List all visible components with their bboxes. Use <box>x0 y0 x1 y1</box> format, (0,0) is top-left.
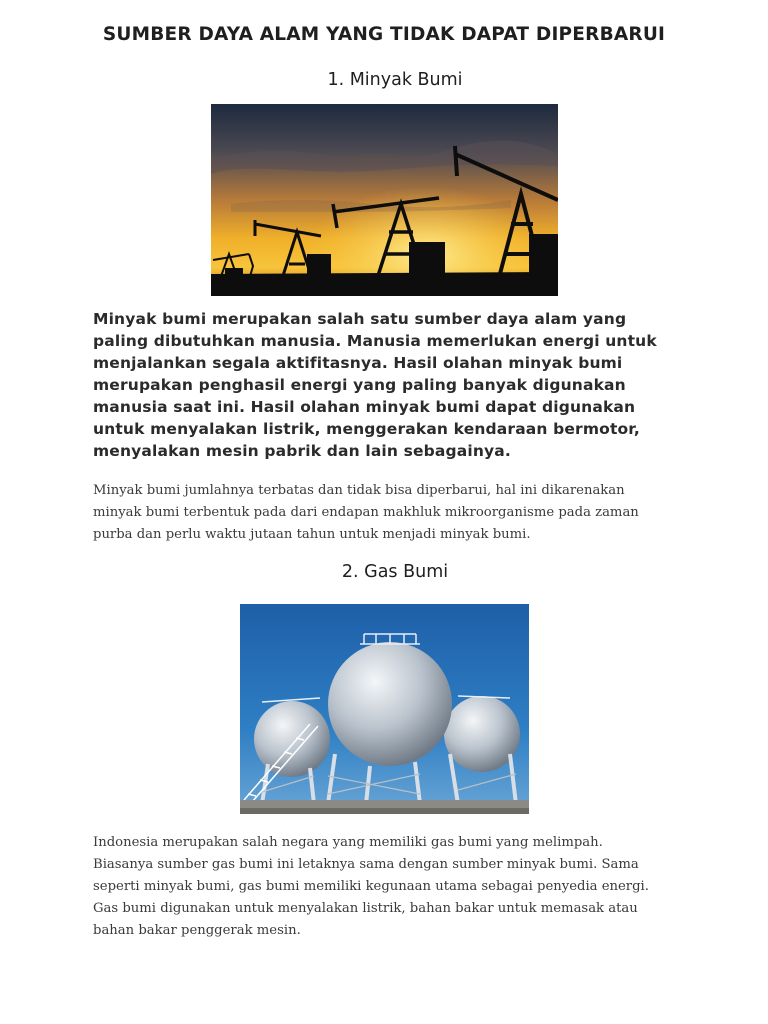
section-heading-gas-bumi: 2. Gas Bumi <box>341 562 449 582</box>
text-line: Biasanya sumber gas bumi ini letaknya sama dengan sumber minyak bumi. Sama <box>93 857 639 872</box>
text-line: seperti minyak bumi, gas bumi memiliki kegunaan utama sebagai penyedia energi. <box>93 879 649 894</box>
text-line: bahan bakar penggerak mesin. <box>93 923 301 938</box>
text-line: merupakan penghasil energi yang paling banyak digunakan <box>93 376 626 394</box>
text-line: purba dan perlu waktu jutaan tahun untuk menjadi minyak bumi. <box>93 527 531 542</box>
text-line: untuk menyalakan listrik, menggerakan kendaraan bermotor, <box>93 420 640 438</box>
text-line: Indonesia merupakan salah negara yang memiliki gas bumi yang melimpah. <box>93 835 603 850</box>
text-line: manusia saat ini. Hasil olahan minyak bumi dapat digunakan <box>93 398 636 416</box>
text-line: Minyak bumi jumlahnya terbatas dan tidak bisa diperbarui, hal ini dikarenakan <box>93 483 625 498</box>
text-line: menjalankan segala aktifitasnya. Hasil olahan minyak bumi <box>93 354 623 372</box>
text-line: minyak bumi terbentuk pada dari endapan makhluk mikroorganisme pada zaman <box>93 505 639 520</box>
minyak-bumi-paragraph-bold <box>93 308 673 462</box>
gas-storage-tanks-photo <box>240 604 529 814</box>
document-title: SUMBER DAYA ALAM YANG TIDAK DAPAT DIPERBARUI <box>102 24 666 45</box>
gas-bumi-paragraph <box>93 832 693 942</box>
text-line: menyalakan mesin pabrik dan lain sebagainya. <box>93 442 511 460</box>
oil-pumpjacks-photo <box>211 104 558 296</box>
text-line: Minyak bumi merupakan salah satu sumber daya alam yang <box>93 310 627 328</box>
text-line: paling dibutuhkan manusia. Manusia memerlukan energi untuk <box>93 332 657 350</box>
minyak-bumi-paragraph <box>93 480 693 546</box>
section-heading-minyak-bumi: 1. Minyak Bumi <box>327 70 463 90</box>
text-line: Gas bumi digunakan untuk menyalakan listrik, bahan bakar untuk memasak atau <box>93 901 638 916</box>
